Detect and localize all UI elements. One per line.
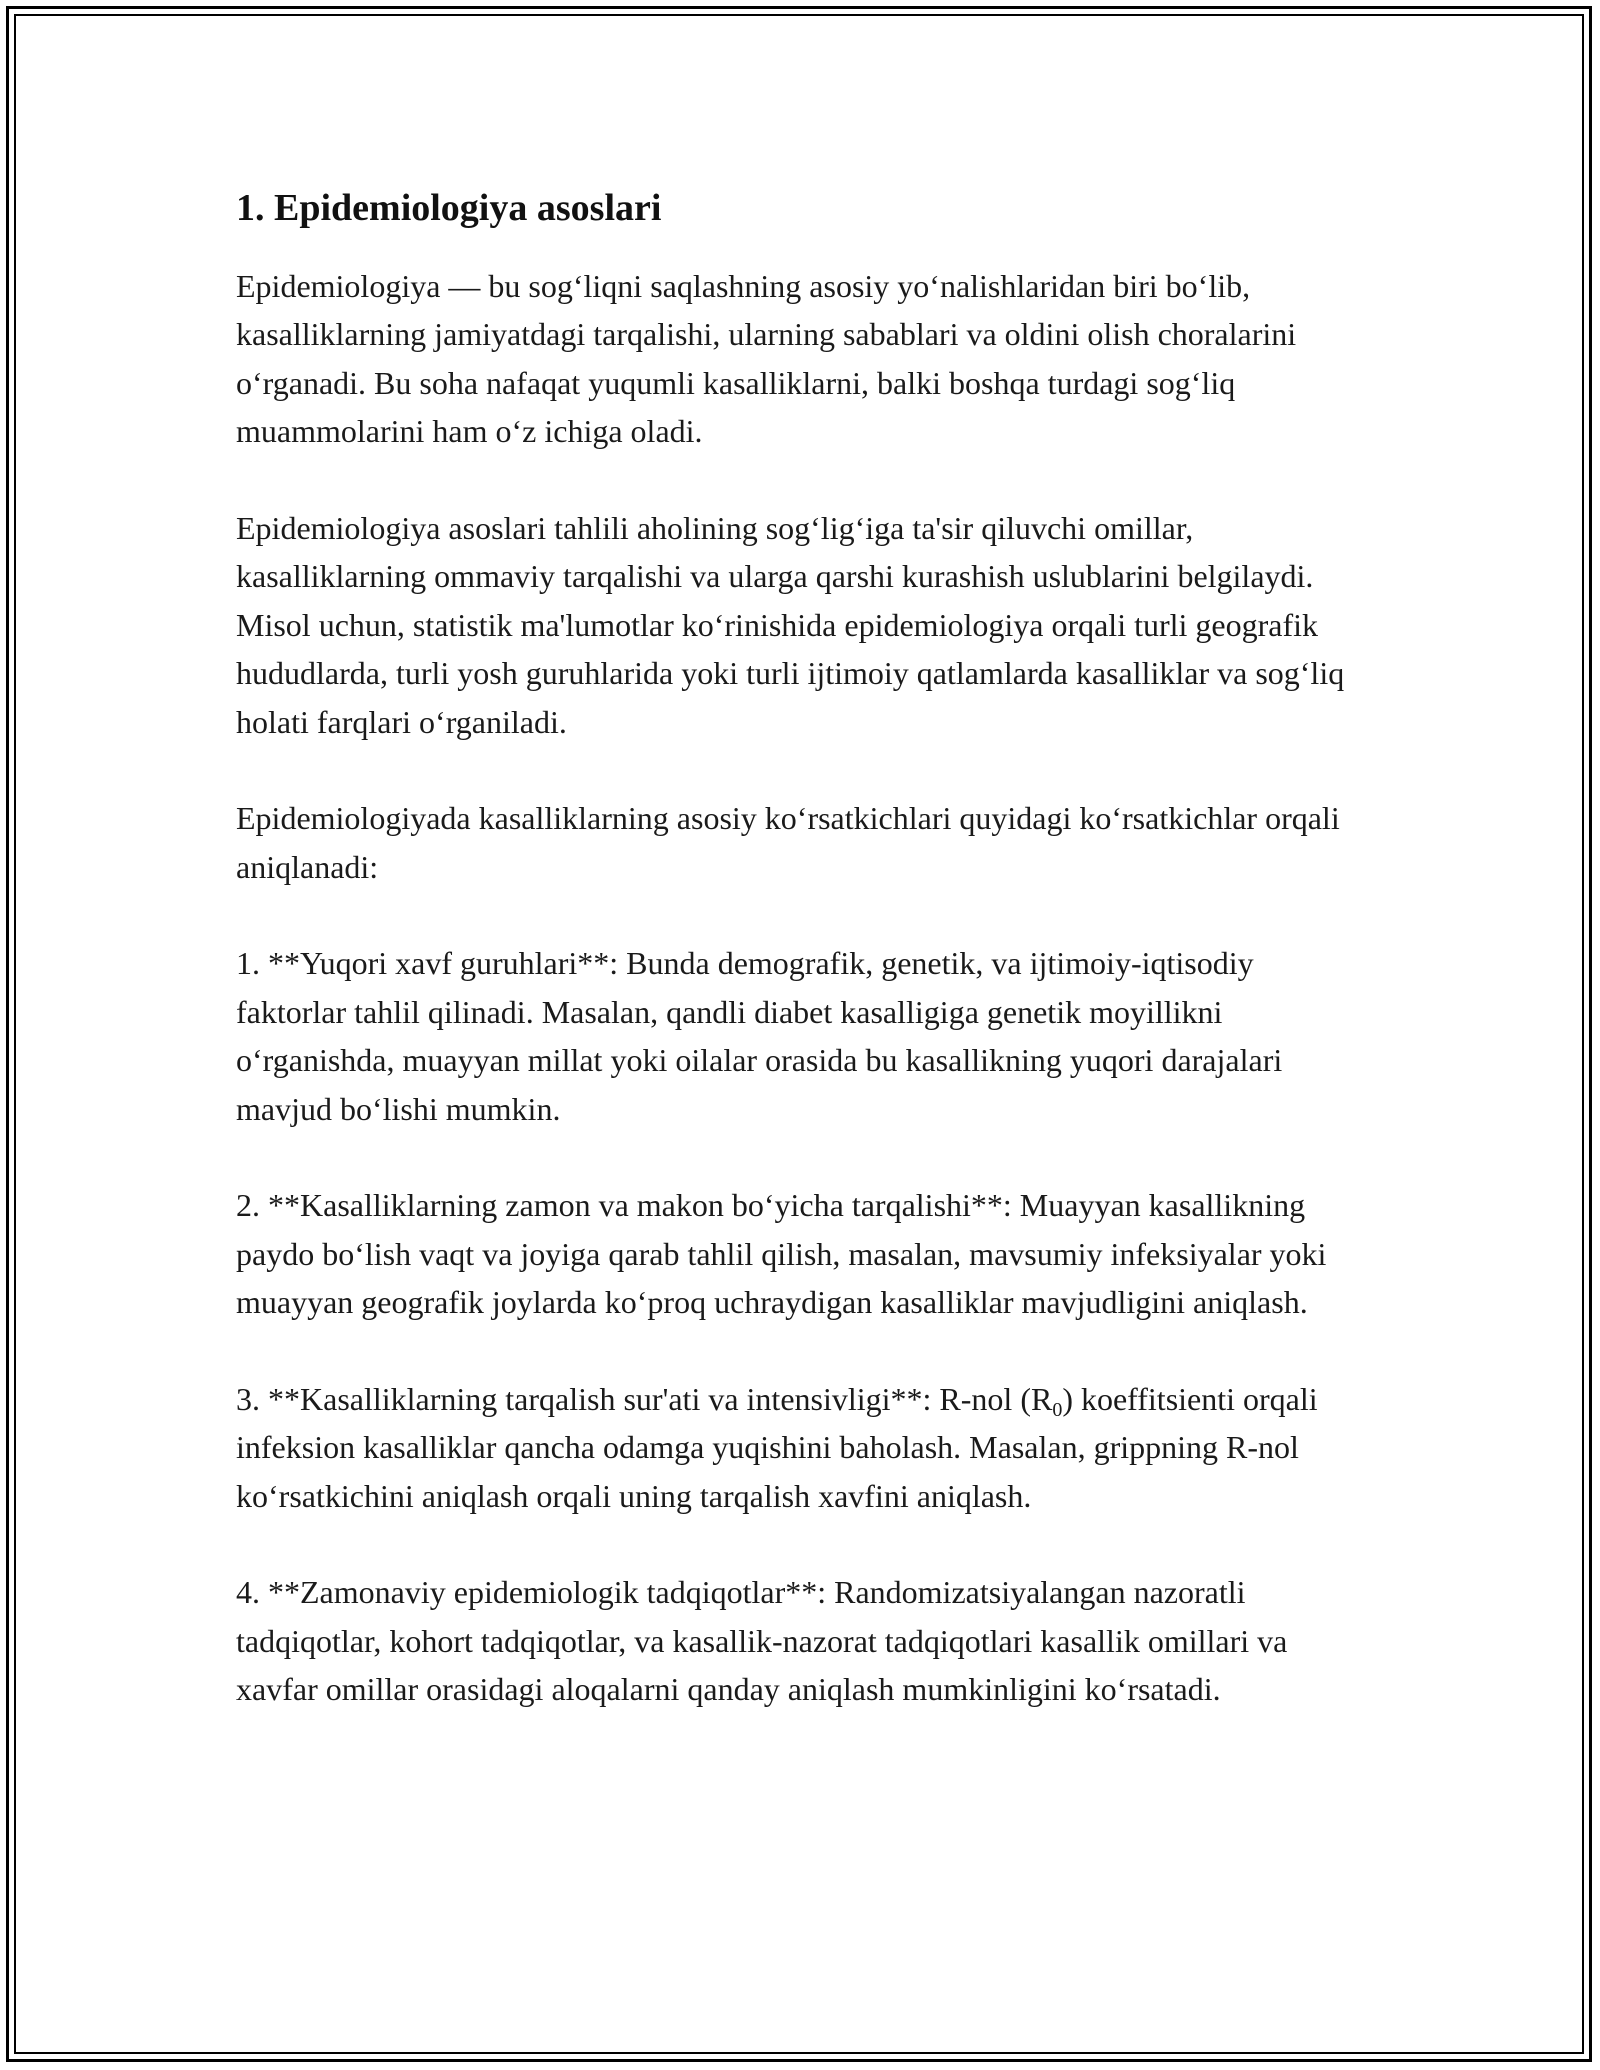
r-nought-subscript: 0 (1052, 1398, 1063, 1421)
spread-rate-text-end: ) koeffitsienti orqali infeksion kasalliklar qancha odamga yuqishini baholash. Masalan, grippning R-nol ko‘rsatkichini aniqlash orqali uning tarqalish xavfini aniqlash. (236, 1380, 1318, 1514)
paragraph-analysis: Epidemiologiya asoslari tahlili aholining sog‘lig‘iga ta'sir qiluvchi omillar, kasalliklarning ommaviy tarqalishi va ularga qarshi kurashish uslublarini belgilaydi. Misol uchun, statistik ma'lumotlar ko‘rinishida epidemiologiya orqali turli geografik hududlarda, turli yosh guruhlarida yoki turli ijtimoiy qatlamlarda kasalliklar va sog‘liq holati farqlari o‘rganiladi. (236, 509, 1345, 740)
spread-rate-text-start: 3. **Kasalliklarning tarqalish sur'ati va intensivligi**: R-nol (R (236, 1380, 1053, 1417)
list-item-spread-rate (236, 1375, 1366, 1521)
document-body (236, 186, 1366, 1762)
section-heading: 1. Epidemiologiya asoslari (236, 187, 662, 229)
list-item-modern-studies: 4. **Zamonaviy epidemiologik tadqiqotlar**: Randomizatsiyalangan nazoratli tadqiqotlar, kohort tadqiqotlar, va kasallik-nazorat tadqiqotlari kasallik omillari va xavfar omillar orasidagi aloqalarni qanday aniqlash mumkinligini ko‘rsatadi. (236, 1574, 1288, 1708)
list-item-time-place: 2. **Kasalliklarning zamon va makon bo‘yicha tarqalishi**: Muayyan kasallikning paydo bo‘lish vaqt va joyiga qarab tahlil qilish, masalan, mavsumiy infeksiyalar yoki muayyan geografik joylarda ko‘proq uchraydigan kasalliklar mavjudligini aniqlash. (236, 1187, 1327, 1321)
list-item-risk-groups: 1. **Yuqori xavf guruhlari**: Bunda demografik, genetik, va ijtimoiy-iqtisodiy faktorlar tahlil qilinadi. Masalan, qandli diabet kasalligiga genetik moyillikni o‘rganishda, muayyan millat yoki oilalar orasida bu kasallikning yuqori darajalari mavjud bo‘lishi mumkin. (236, 945, 1283, 1127)
paragraph-intro: Epidemiologiya — bu sog‘liqni saqlashning asosiy yo‘nalishlaridan biri bo‘lib, kasalliklarning jamiyatdagi tarqalishi, ularning sabablari va oldini olish choralarini o‘rganadi. Bu soha nafaqat yuqumli kasalliklarni, balki boshqa turdagi sog‘liq muammolarini ham o‘z ichiga oladi. (236, 267, 1297, 450)
paragraph-indicators: Epidemiologiyada kasalliklarning asosiy ko‘rsatkichlari quyidagi ko‘rsatkichlar orqali aniqlanadi: (236, 800, 1340, 885)
